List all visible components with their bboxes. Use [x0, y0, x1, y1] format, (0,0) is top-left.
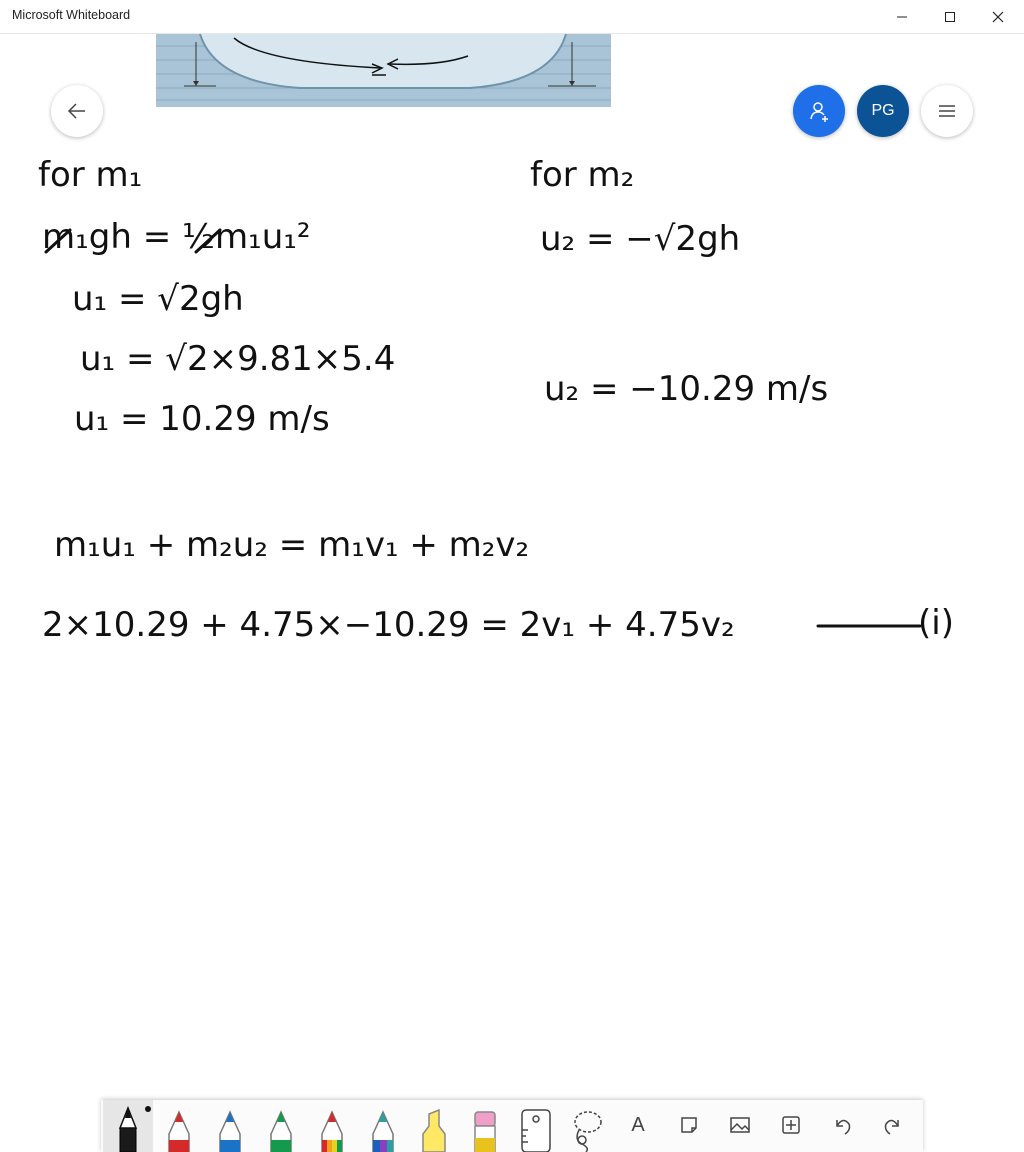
- velocity-formula-m1: u₁ = √2gh: [72, 279, 244, 319]
- note-tool[interactable]: [664, 1100, 714, 1152]
- image-icon: [715, 1100, 765, 1152]
- heading-m2: for m₂: [530, 155, 635, 195]
- velocity-result-m2: u₂ = −10.29 m/s: [544, 369, 829, 409]
- velocity-formula-m2: u₂ = −√2gh: [540, 219, 741, 259]
- pen-green-icon: [256, 1100, 306, 1152]
- pen-galaxy-icon: [358, 1100, 408, 1152]
- active-dot-icon: [145, 1106, 151, 1112]
- pen-green-tool[interactable]: [256, 1100, 306, 1152]
- eraser-tool[interactable]: [460, 1100, 510, 1152]
- hamburger-icon: [935, 99, 959, 123]
- lasso-tool[interactable]: [562, 1100, 612, 1152]
- add-person-icon: [807, 99, 831, 123]
- add-icon: [766, 1100, 816, 1152]
- pen-red-icon: [154, 1100, 204, 1152]
- ruler-icon: [511, 1100, 561, 1152]
- text-tool[interactable]: [613, 1100, 663, 1152]
- title-bar: [0, 0, 1024, 34]
- maximize-icon: [944, 11, 956, 23]
- back-button[interactable]: [51, 85, 103, 137]
- highlighter-tool[interactable]: [409, 1100, 459, 1152]
- sticky-note-icon: [664, 1100, 714, 1152]
- pen-blue-tool[interactable]: [205, 1100, 255, 1152]
- redo-button[interactable]: [868, 1100, 918, 1152]
- pen-rainbow-tool[interactable]: [307, 1100, 357, 1152]
- pen-galaxy-tool[interactable]: [358, 1100, 408, 1152]
- pen-blue-icon: [205, 1100, 255, 1152]
- velocity-substitution-m1: u₁ = √2×9.81×5.4: [80, 339, 396, 379]
- ruler-tool[interactable]: [511, 1100, 561, 1152]
- add-button[interactable]: [766, 1100, 816, 1152]
- lasso-icon: [562, 1100, 612, 1152]
- invite-button[interactable]: [793, 85, 845, 137]
- minimize-button[interactable]: [879, 0, 925, 34]
- redo-icon: [868, 1100, 918, 1152]
- maximize-button[interactable]: [927, 0, 973, 34]
- highlighter-icon: [409, 1100, 459, 1152]
- pen-rainbow-icon: [307, 1100, 357, 1152]
- eraser-icon: [460, 1100, 510, 1152]
- ink-layer: [0, 34, 1024, 1100]
- track-diagram-image[interactable]: [156, 34, 611, 107]
- image-tool[interactable]: [715, 1100, 765, 1152]
- energy-equation: m₁gh = ½m₁u₁²: [42, 217, 311, 257]
- momentum-substitution: 2×10.29 + 4.75×−10.29 = 2v₁ + 4.75v₂: [42, 605, 735, 645]
- heading-m1: for m₁: [38, 155, 143, 195]
- arrow-left-icon: [65, 99, 89, 123]
- avatar[interactable]: PG: [857, 85, 909, 137]
- menu-button[interactable]: [921, 85, 973, 137]
- momentum-equation: m₁u₁ + m₂u₂ = m₁v₁ + m₂v₂: [54, 525, 530, 565]
- undo-button[interactable]: [817, 1100, 867, 1152]
- pen-red-tool[interactable]: [154, 1100, 204, 1152]
- undo-icon: [817, 1100, 867, 1152]
- pen-black-tool[interactable]: [103, 1100, 153, 1152]
- velocity-result-m1: u₁ = 10.29 m/s: [74, 399, 330, 439]
- text-icon: A: [631, 1114, 645, 1136]
- minimize-icon: [896, 11, 908, 23]
- close-button[interactable]: [975, 0, 1021, 34]
- close-icon: [992, 11, 1004, 23]
- ink-toolbar: [101, 1100, 923, 1152]
- equation-tag: (i): [918, 603, 954, 643]
- app-title: Microsoft Whiteboard: [12, 8, 131, 22]
- whiteboard-canvas[interactable]: [0, 34, 1024, 1100]
